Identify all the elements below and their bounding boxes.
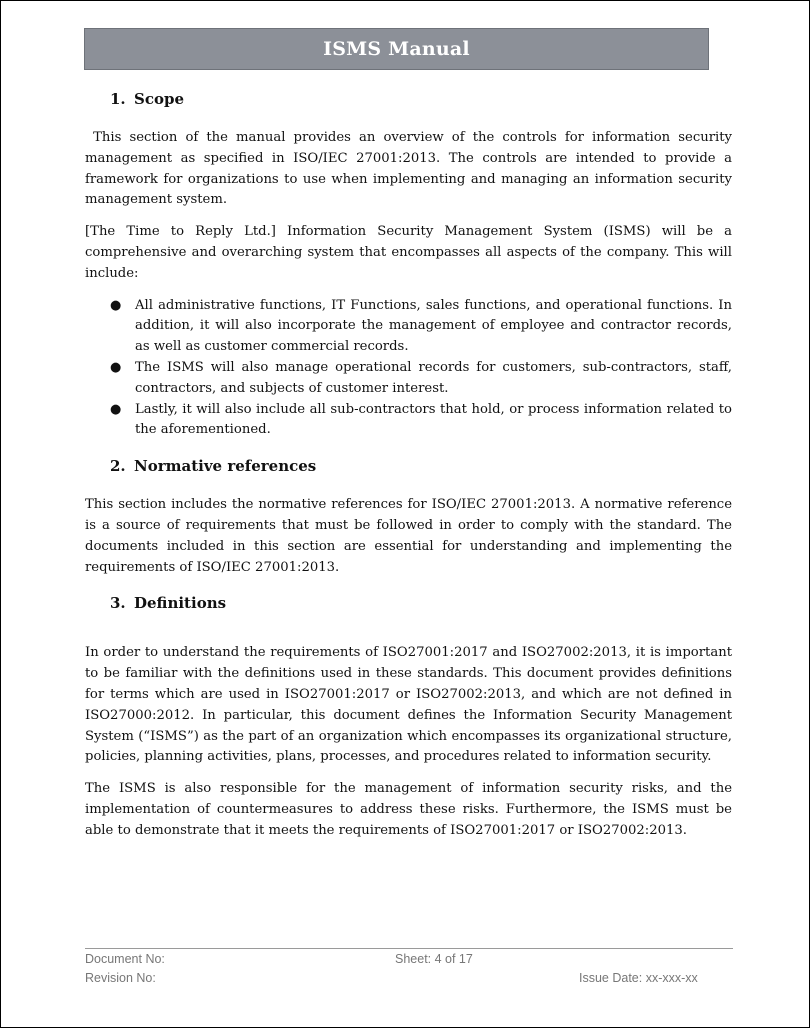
issue-date: Issue Date: xx-xxx-xx [579,971,698,985]
section-title: Scope [134,90,185,108]
paragraph: This section includes the normative references for ISO/IEC 27001:2013. A normative reference is a source of requirements that must be followed in order to comply with the standard. The documents included in this section are essential for understanding and implementing the requirements of ISO/IEC 27001:2013. [85,497,732,575]
section-number: 1. [110,90,126,108]
list-item: ● Lastly, it will also include all sub-contractors that hold, or process information related to the aforementioned. [110,401,732,438]
section-title: Definitions [134,594,227,613]
list-item: ● All administrative functions, IT Functions, sales functions, and operational functions. In addition, it will also incorporate the management of employee and contractor records, as well as customer commercial records. [110,297,732,355]
page-footer [85,948,733,987]
title-banner [84,28,709,70]
bullet-icon: ● [110,297,122,313]
bullet-icon: ● [110,359,122,375]
revision-number-label: Revision No: [85,971,156,985]
bullet-icon: ● [110,401,122,417]
paragraph: The ISMS is also responsible for the management of information security risks, and the implementation of countermeasures to address these risks. Furthermore, the ISMS must be able to demonstrate that it meets the requirements of ISO27001:2017 or ISO27002:2013. [85,781,732,838]
document-title: ISMS Manual [323,38,470,60]
document-body [85,87,737,842]
paragraph: This section of the manual provides an overview of the controls for information security management as specified in ISO/IEC 27001:2013. The controls are intended to provide a framework for organizations to use when implementing and managing an information security management system. [85,130,737,208]
list-item: ● The ISMS will also manage operational records for customers, sub-contractors, staff, contractors, and subjects of customer interest. [110,359,732,396]
section-number: 2. [110,457,126,476]
section-number: 3. [110,594,126,613]
document-number-label: Document No: [85,952,165,966]
section-heading-scope [85,87,732,111]
paragraph: [The Time to Reply Ltd.] Information Security Management System (ISMS) will be a comprehensive and overarching system that encompasses all aspects of the company. This will include: [85,224,732,281]
sheet-number: Sheet: 4 of 17 [395,952,473,966]
bullet-list [85,296,732,442]
section-heading-definitions [85,591,732,615]
section-title: Normative references [134,457,317,476]
paragraph: In order to understand the requirements of ISO27001:2017 and ISO27002:2013, it is important to be familiar with the definitions used in these standards. This document provides definitions for terms which are used in ISO27001:2017 or ISO27002:2013, and which are not defined in ISO27000:2012. In particular, this document defines the Information Security Management System (“ISMS”) as the part of an organization which encompasses its organizational structure, policies, planning activities, plans, processes, and procedures related to information security. [85,645,732,765]
section-heading-normative-references [85,454,732,478]
